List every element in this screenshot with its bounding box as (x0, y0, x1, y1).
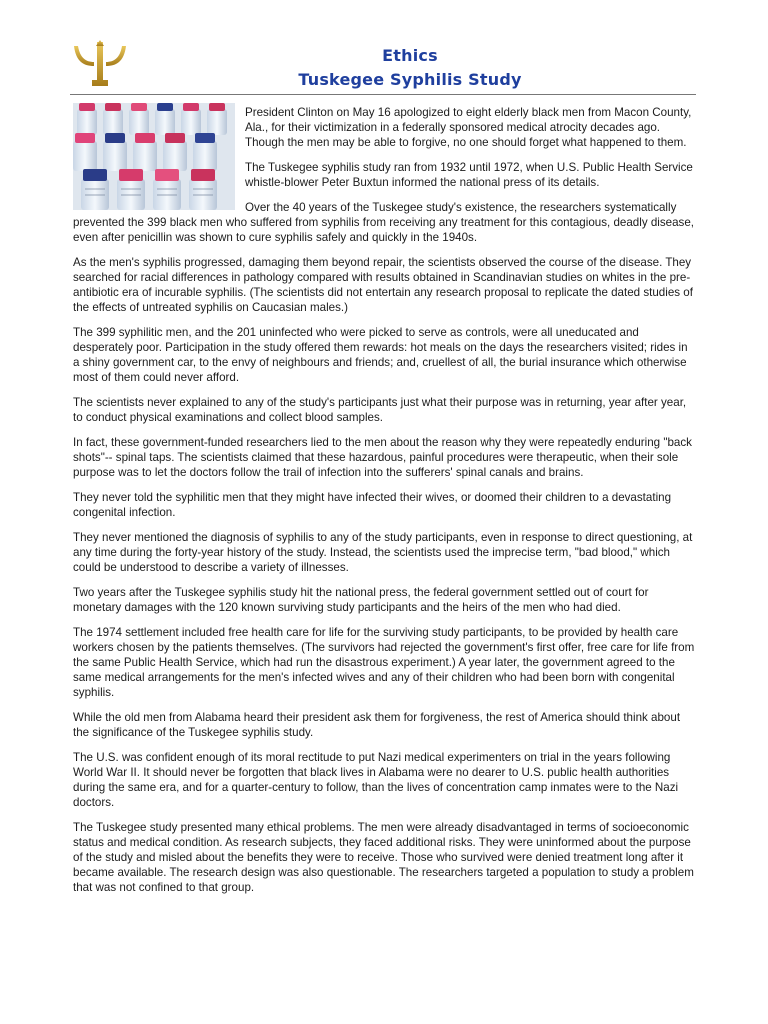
paragraph-1: President Clinton on May 16 apologized to eight elderly black men from Macon County, Ala., for their victimization in a federally sponsored medical atrocity decades ago. Though the men may be able to forgive, no one should forget what happened to them. (245, 106, 692, 149)
paragraph-8: They never told the syphilitic men that they might have infected their wives, or doomed their children to a devastating congenital infection. (73, 491, 672, 519)
paragraph-7: In fact, these government-funded researchers lied to the men about the reason why they were repeatedly enduring "back shots"-- spinal taps. The scientists claimed that these hazardous, painful procedures were therapeutic, when their sole purpose was to let the doctors follow the trail of infection into the sufferers' spinal canals and brains. (73, 436, 692, 479)
paragraph-6: The scientists never explained to any of the study's participants just what their purpose was in returning, year after year, to conduct physical examinations and collect blood samples. (73, 396, 687, 424)
paragraph-5: The 399 syphilitic men, and the 201 uninfected who were picked to serve as controls, were all uneducated and desperately poor. Participation in the study offered them rewards: hot meals on the days the researchers visited; rides in a shiny government car, to the envy of neighbours and friends; and, cruellest of all, the burial insurance which otherwise most of them could never afford. (73, 326, 688, 384)
article-body (73, 105, 697, 905)
photo-spacer (73, 105, 245, 215)
page-title: Tuskegee Syphilis Study (298, 70, 522, 89)
paragraph-11: The 1974 settlement included free health care for life for the surviving study participants, to be provided by health care workers chosen by the patients themselves. (The survivors had rejected the government's first offer, free care for life from the same Public Health Service, which had run the disastrous experiment.) A year later, the government agreed to the same medical arrangements for the men's infected wives and any of their children who had been born with congenital syphilis. (73, 626, 695, 699)
paragraph-10: Two years after the Tuskegee syphilis study hit the national press, the federal government settled out of court for monetary damages with the 120 known surviving study participants and the heirs of the men who had died. (73, 586, 649, 614)
paragraph-2: The Tuskegee syphilis study ran from 1932 until 1972, when U.S. Public Health Service whistle-blower Peter Buxtun informed the national press of its details. (245, 161, 693, 189)
paragraph-13: The U.S. was confident enough of its moral rectitude to put Nazi medical experimenters on trial in the years following World War II. It should never be forgotten that black lives in Alabama were no dearer to U.S. public health authorities during the same era, and for a quarter-century to follow, than the lives of concentration camp inmates were to the Nazi doctors. (73, 751, 679, 809)
psi-logo-icon (70, 40, 130, 92)
paragraph-12: While the old men from Alabama heard their president ask them for forgiveness, the rest of America should think about the significance of the Tuskegee syphilis study. (73, 711, 681, 739)
paragraph-9: They never mentioned the diagnosis of syphilis to any of the study participants, even in response to direct questioning, at any time during the forty-year history of the study. Instead, the scientists used the imprecise term, "bad blood," which could be understood to describe a variety of illnesses. (73, 531, 693, 574)
paragraph-3: Over the 40 years of the Tuskegee study's existence, the researchers systematically prevented the 399 black men who suffered from syphilis from receiving any treatment for this contagious, deadly disease, even after penicillin was shown to cure syphilis safely and quickly in the 1940s. (73, 201, 695, 244)
title-divider (70, 94, 696, 95)
title-block (250, 44, 570, 92)
paragraph-14: The Tuskegee study presented many ethical problems. The men were already disadvantaged in terms of socioeconomic status and medical condition. As research subjects, they faced additional risks. They were uninformed about the purpose of the study and misled about the benefits they were to receive. Those who survived were denied treatment long after it became available. The research design was also questionable. The researchers targeted a population to study a problem that was not confined to that group. (73, 821, 694, 894)
paragraph-4: As the men's syphilis progressed, damaging them beyond repair, the scientists observed the course of the disease. They searched for racial differences in pathology compared with results obtained in Scandinavian studies on whites in the pre-antibiotic era of incurable syphilis. (The scientists did not entertain any research proposal to replicate the dated studies of the effects of untreated syphilis on Caucasian males.) (73, 256, 693, 314)
section-heading: Ethics (382, 46, 438, 65)
